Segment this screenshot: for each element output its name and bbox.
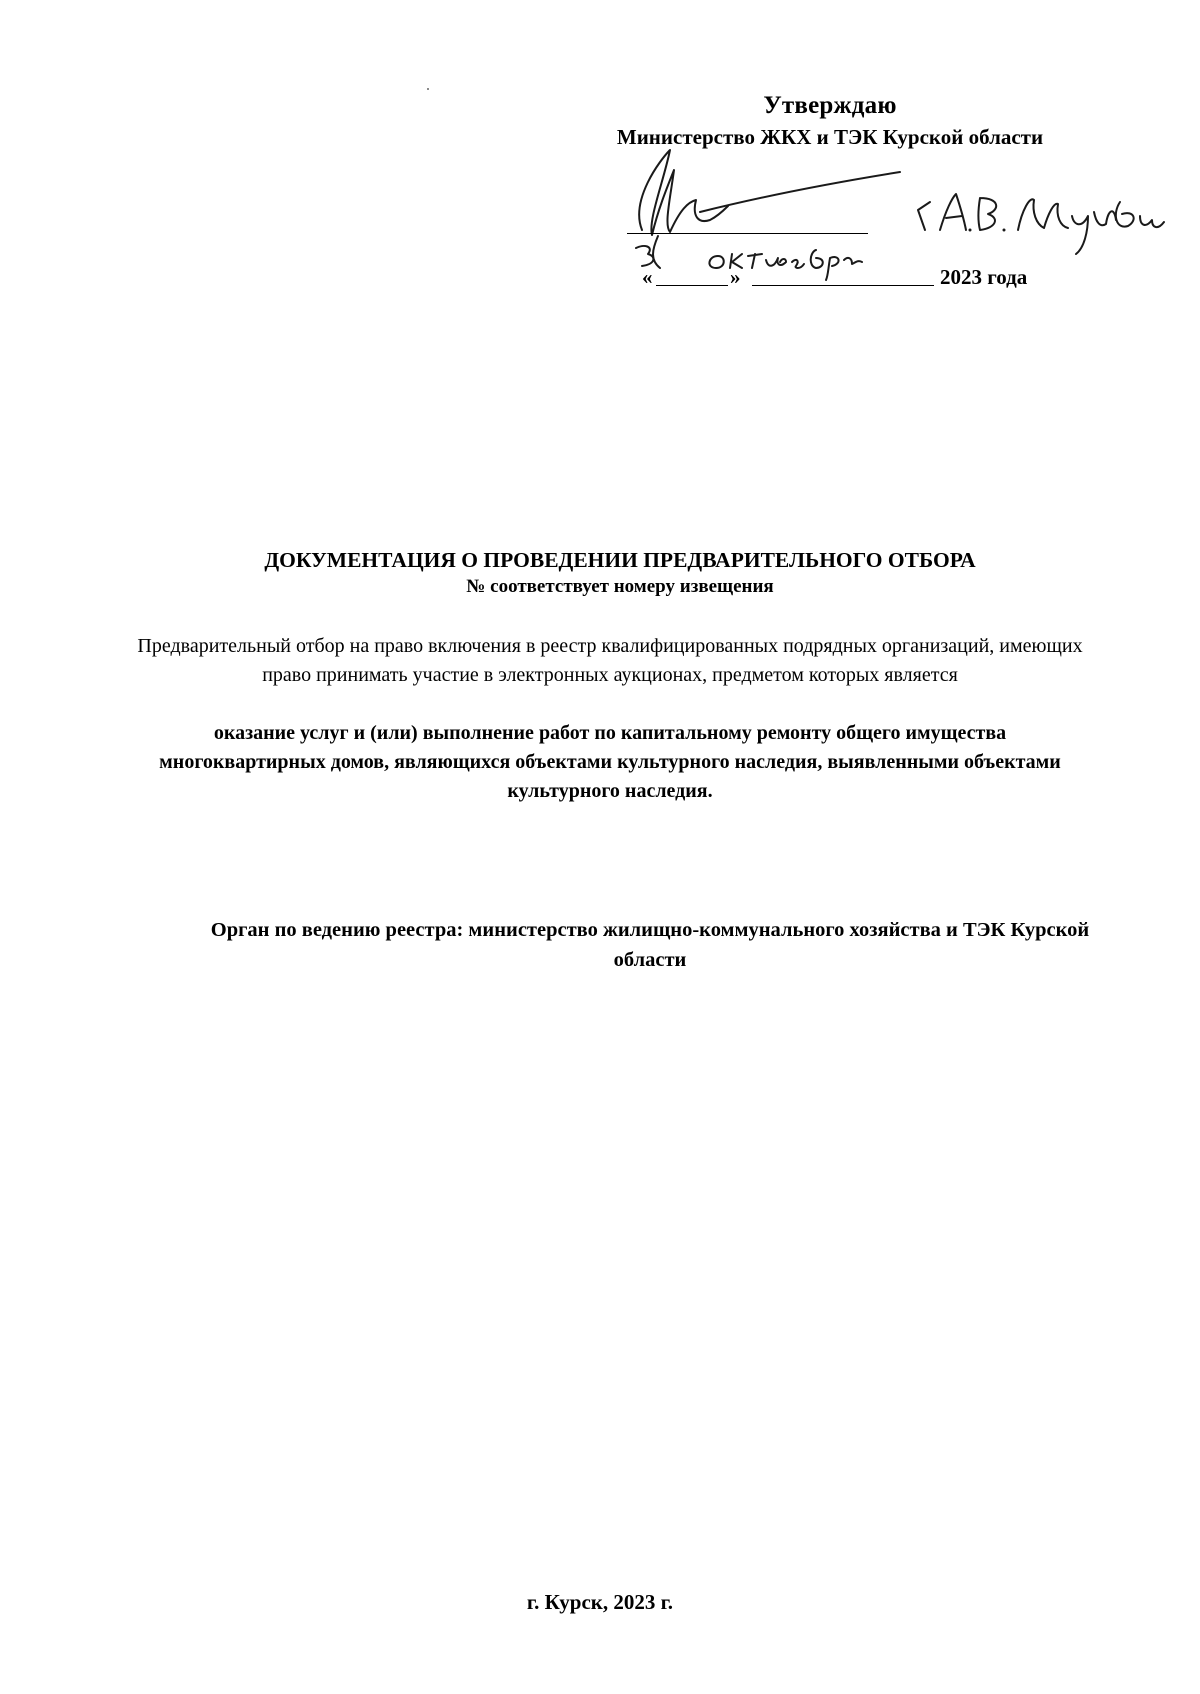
date-close-quote: » — [730, 265, 741, 289]
intro-paragraph: Предварительный отбор на право включения в реестр квалифицированных подрядных организаций, имеющих право принимать участие в электронных аукционах, предметом которых является — [137, 635, 1083, 686]
handwritten-signature — [600, 140, 1160, 300]
approval-organization: Министерство ЖКХ и ТЭК Курской области — [616, 125, 1044, 149]
date-open-quote: « — [642, 265, 653, 289]
signature-line — [627, 233, 868, 234]
date-year: 2023 года — [940, 265, 1028, 289]
approval-title: Утверждаю — [763, 92, 897, 119]
subject-paragraph: оказание услуг и (или) выполнение работ по капитальному ремонту общего имущества многоквартирных домов, являющихся объектами культурного наследия, выявленными объектами культурного наследия. — [159, 722, 1061, 802]
date-day-underline — [656, 285, 728, 286]
document-title: ДОКУМЕНТАЦИЯ О ПРОВЕДЕНИИ ПРЕДВАРИТЕЛЬНОГО ОТБОРА — [264, 548, 976, 572]
place-year: г. Курск, 2023 г. — [526, 1590, 674, 1614]
registry-body: Орган по ведению реестра: министерство жилищно-коммунального хозяйства и ТЭК Курской области — [210, 919, 1090, 971]
document-number-note: № соответствует номеру извещения — [466, 576, 774, 597]
date-month-underline — [752, 285, 934, 286]
scan-speck — [427, 88, 429, 90]
